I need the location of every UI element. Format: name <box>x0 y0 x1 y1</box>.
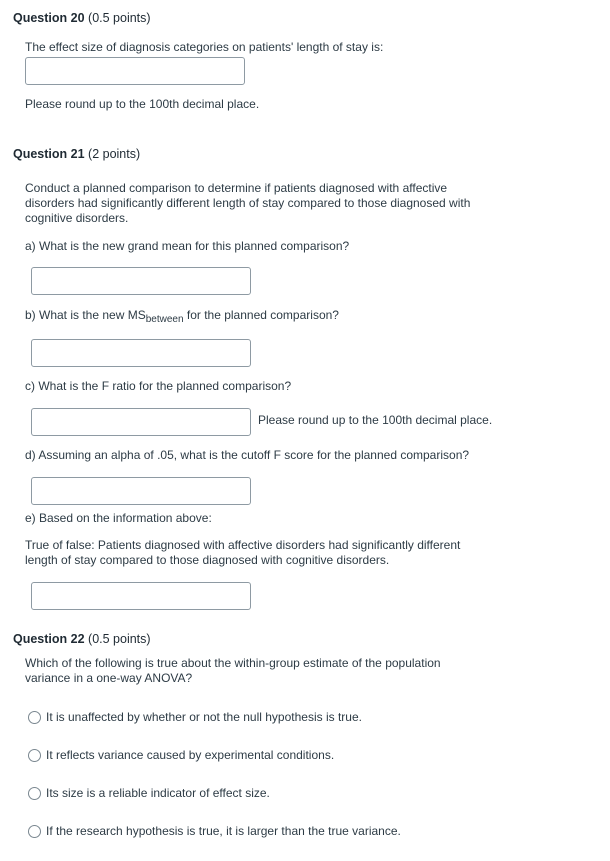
question-21-prompt-line-1: Conduct a planned comparison to determine if patients diagnosed with affective <box>25 181 448 195</box>
question-21-prompt-line-2: disorders had significantly different length of stay compared to those diagnosed with <box>25 196 471 210</box>
question-22-points: (0.5 points) <box>88 632 151 646</box>
question-21-part-e-line-1: True of false: Patients diagnosed with affective disorders had significantly different <box>25 538 461 552</box>
question-21-part-d: d) Assuming an alpha of .05, what is the cutoff F score for the planned comparison? <box>25 448 470 462</box>
question-21-part-e-line-2: length of stay compared to those diagnosed with cognitive disorders. <box>25 553 390 567</box>
question-21-part-a-input[interactable] <box>31 267 251 295</box>
question-22-prompt-line-1: Which of the following is true about the within-group estimate of the population <box>25 656 441 670</box>
question-22-option-1-radio[interactable] <box>28 711 41 724</box>
question-22-prompt-line-2: variance in a one-way ANOVA? <box>25 671 193 685</box>
question-22-option-1-label[interactable]: It is unaffected by whether or not the null hypothesis is true. <box>46 710 362 724</box>
question-21-part-b <box>25 308 339 323</box>
question-21-part-b-input[interactable] <box>31 339 251 367</box>
question-22-title <box>13 632 151 646</box>
question-21-part-c-note: Please round up to the 100th decimal place. <box>258 413 493 427</box>
part-b-subscript: between <box>145 314 184 325</box>
question-22-label: Question 22 <box>13 632 85 646</box>
question-21-points: (2 points) <box>88 147 141 161</box>
question-20-title <box>13 11 151 25</box>
question-21-part-a: a) What is the new grand mean for this planned comparison? <box>25 239 350 253</box>
question-20-prompt: The effect size of diagnosis categories on patients' length of stay is: <box>25 40 384 54</box>
question-21-part-c-input[interactable] <box>31 408 251 436</box>
part-b-text-prefix: b) What is the new MS <box>25 308 146 322</box>
question-21-part-e: e) Based on the information above: <box>25 511 212 525</box>
question-21-part-d-input[interactable] <box>31 477 251 505</box>
question-22-option-3-label[interactable]: Its size is a reliable indicator of effect size. <box>46 786 270 800</box>
question-21-prompt-line-3: cognitive disorders. <box>25 211 129 225</box>
question-22-option-2-label[interactable]: It reflects variance caused by experimental conditions. <box>46 748 335 762</box>
question-21-label: Question 21 <box>13 147 85 161</box>
question-21-title <box>13 147 140 161</box>
question-20-answer-input[interactable] <box>25 57 245 85</box>
question-22-option-4-radio[interactable] <box>28 825 41 838</box>
question-22-option-2-radio[interactable] <box>28 749 41 762</box>
question-20-label: Question 20 <box>13 11 85 25</box>
question-20-note: Please round up to the 100th decimal place. <box>25 97 260 111</box>
question-22-option-3-radio[interactable] <box>28 787 41 800</box>
question-21-part-e-input[interactable] <box>31 582 251 610</box>
part-b-text-suffix: for the planned comparison? <box>183 308 339 322</box>
question-22-option-4-label[interactable]: If the research hypothesis is true, it is larger than the true variance. <box>46 824 401 838</box>
question-21-part-c: c) What is the F ratio for the planned comparison? <box>25 379 292 393</box>
question-20-points: (0.5 points) <box>88 11 151 25</box>
